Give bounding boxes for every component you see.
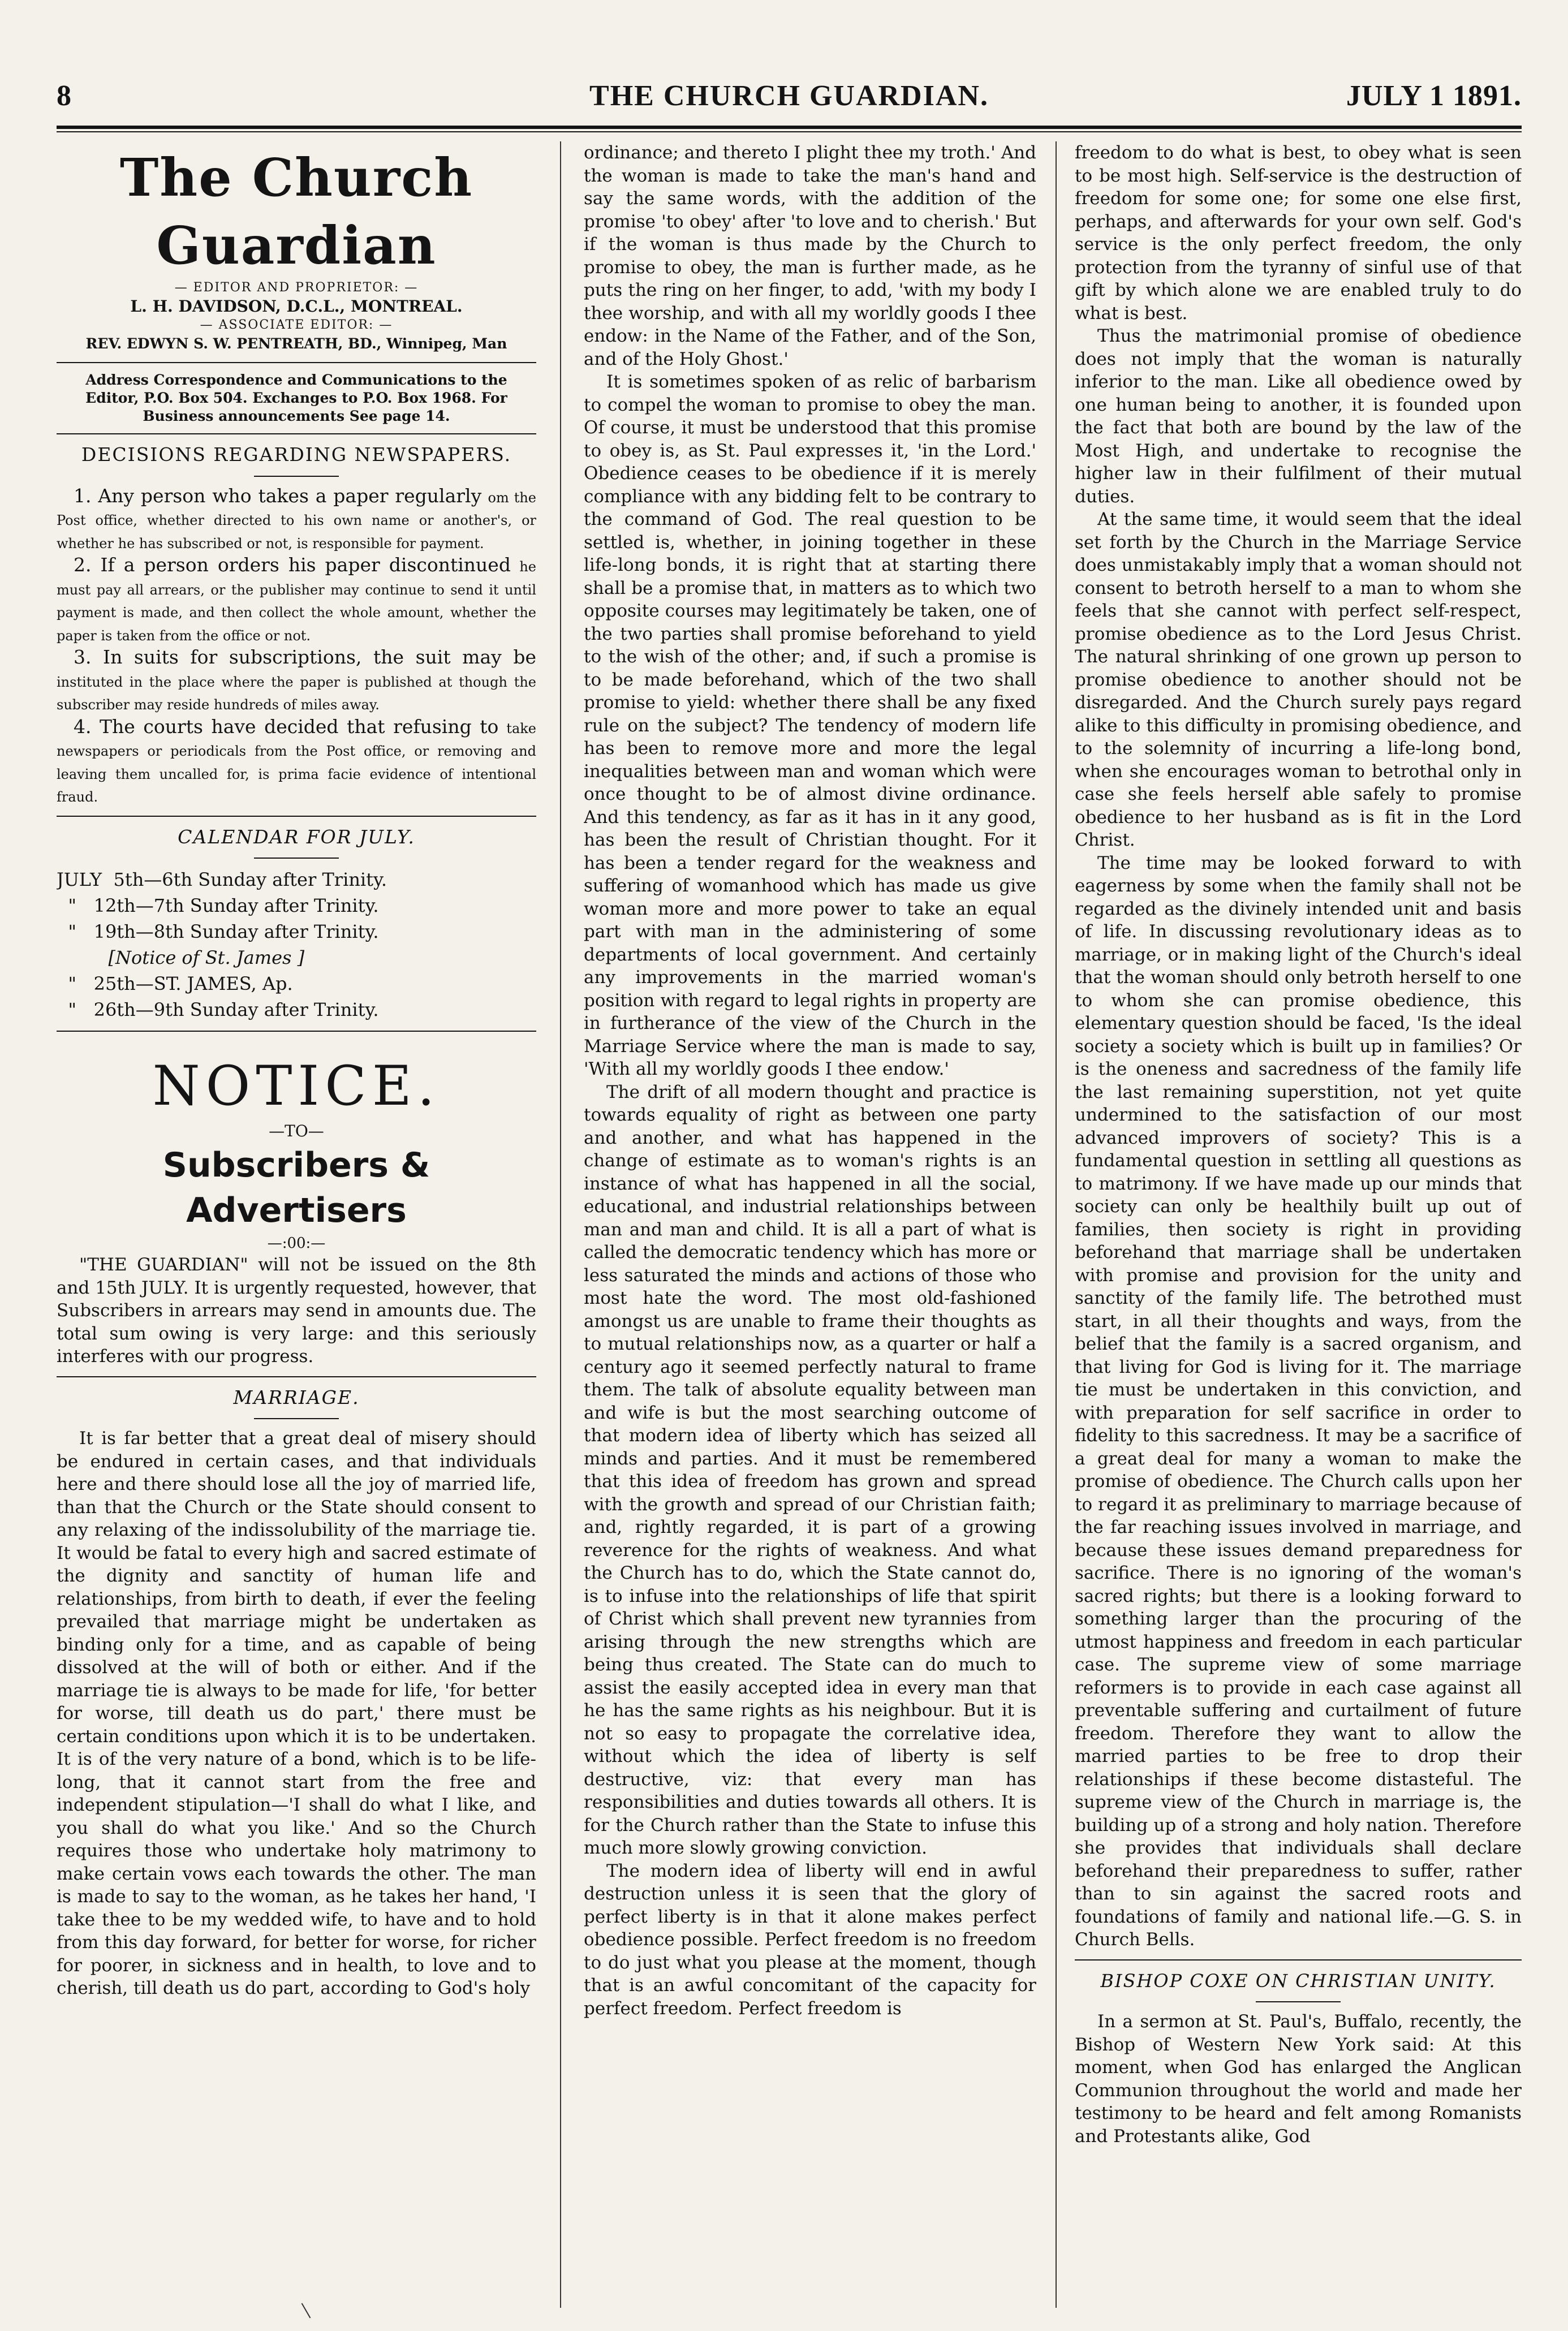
article-paragraph: It is sometimes spoken of as relic of barbarism to compel the woman to promise to obey the man. Of course, it must be understood that this promise to obey is, as St. Paul expresses it, 'in the Lord.' Obedience ceases to be obedience if it is merely compliance with any bidding felt to be contrary to the command of God. The real question to be settled is, whether, in joining together in these life-long bonds, it is right that at starting there shall be a promise that, in matters as to which two opposite courses may legitimately be taken, one of the two parties shall promise beforehand to yield to the wish of the other; and, if such a promise is to be made beforehand, which of the two shall promise to yield: whether there shall be any fixed rule on the subject? The tendency of modern life has been to remove more and more the legal inequalities between man and woman which were once thought to be of almost divine ordinance. And this tendency, as far as it has in it any good, has been the result of Christian thought. For it has been a tender regard for the weakness and suffering of womanhood which has made us give woman more and more power to take an equal part with man in the administering of some departments of local government. And certainly any improvements in the married woman's position with regard to legal rights in property are in furtherance of the view of the Church in the Marriage Service where the man is made to say, 'With all my worldly goods I thee endow.' [584, 372, 1036, 1079]
associate-editor-label: — ASSOCIATE EDITOR: — [200, 318, 393, 332]
masthead-title: The Church Guardian [119, 147, 473, 276]
decisions-list [57, 485, 536, 808]
calendar-row: " 12th—7th Sunday after Trinity. [57, 895, 379, 916]
page-header [57, 79, 1522, 119]
article-paragraph: The time may be looked forward to with eagerness by some when the family shall not be regarded as the divinely intended unit and basis of life. In discussing revolutionary ideas as to marriage, or in making light of the Church's ideal that the woman should only betroth herself to one to whom she can promise obedience, this elementary question should be faced, 'Is the ideal society a society which is built up in families? Or is the oneness and sacredness of the family life the last remaining superstition, not yet quite undermined to the satisfaction of our most advanced improvers of society? This is a fundamental question in settling all questions as to matrimony. If we have made up our minds that society can only be healthily built up out of families, then society is right in providing beforehand that marriage shall be undertaken with promise and provision for the unity and sanctity of the family life. The betrothed must start, in all their thoughts and ways, from the belief that the family is a sacred organism, and that living for God is living for it. The marriage tie must be undertaken in this conviction, and with preparation for self sacrifice in order to fidelity to this sacredness. It may be a sacrifice of a great deal for many a woman to make the promise of obedience. The Church calls upon her to regard it as preliminary to marriage because of the far reaching issues involved in marriage, and because these issues demand preparedness for sacrifice. There is no ignoring of the woman's sacred rights; but there is a looking forward to something larger than the procuring of the utmost happiness and freedom in each particular case. The supreme view of some marriage reformers is to provide in each case against all preventable suffering and curtailment of future freedom. Therefore they want to allow the married parties to be free to drop their relationships if these become distasteful. The supreme view of the Church in marriage is, the building up of a strong and holy nation. Therefore she provides that individuals shall declare beforehand their preparedness to suffer, rather than to sin against the sacred roots and foundations of family and national life.—G. S. in Church Bells. [1075, 852, 1522, 1950]
decision-text: instituted in the place where the paper is published at though the subscriber may reside hundreds of miles away. [57, 674, 536, 713]
divider [57, 1031, 536, 1032]
decision-lead: 3. In suits for subscriptions, the suit may be [74, 646, 536, 668]
calendar-heading: CALENDAR FOR JULY. [178, 825, 415, 848]
divider [57, 362, 536, 363]
article-paragraph: In a sermon at St. Paul's, Buffalo, recently, the Bishop of Western New York said: At this moment, when God has enlarged the Anglican Communion throughout the world and made her testimony to be heard and felt among Romanists and Protestants alike, God [1075, 2011, 1522, 2147]
column-2 [584, 141, 1036, 2308]
column-3 [1075, 141, 1522, 2308]
calendar-row: " 25th—ST. JAMES, Ap. [57, 973, 293, 994]
divider [254, 476, 339, 477]
calendar-row: JULY 5th—6th Sunday after Trinity. [57, 869, 387, 890]
running-title: THE CHURCH GUARDIAN. [589, 80, 989, 112]
divider [254, 858, 339, 859]
article-paragraph: freedom to do what is best, to obey what is seen to be most high. Self-service is the destruction of freedom for some one; for some one else first, perhaps, and afterwards for your own self. God's service is the only perfect freedom, the only protection from the tyranny of sinful use of that gift by which alone we are enabled truly to do what is best. [1075, 143, 1522, 324]
decision-lead: 1. Any person who takes a paper regularly [74, 484, 482, 507]
decision-text: take newspapers or periodicals from the Post office, or removing and leaving them uncalled for, is prima facie evidence of intentional fraud. [57, 720, 536, 805]
decision-text: om the Post office, whether directed to his own name or another's, or whether he has subscribed or not, is responsible for payment. [57, 489, 536, 551]
decision-text: he must pay all arrears, or the publisher may continue to send it until payment is made, and then collect the whole amount, whether the paper is taken from the office or not. [57, 559, 536, 644]
page-number: 8 [57, 80, 71, 112]
decisions-heading: DECISIONS REGARDING NEWSPAPERS. [81, 443, 512, 466]
article-paragraph: The modern idea of liberty will end in awful destruction unless it is seen that the glory of perfect liberty is in that it alone makes perfect obedience possible. Perfect freedom is no freedom to do just what you please at the moment, though that is an awful concomitant of the capacity for perfect freedom. Perfect freedom is [584, 1860, 1036, 2019]
notice-ornament: —:00:— [267, 1235, 326, 1252]
notice-body: "THE GUARDIAN" will not be issued on the 8th and 15th JULY. It is urgently requested, however, that Subscribers in arrears may send in amounts due. The total sum owing is very large: and this seriously interferes with our progress. [57, 1255, 536, 1367]
column-1 [57, 141, 536, 2308]
header-rule [57, 126, 1522, 129]
divider [57, 433, 536, 434]
article-paragraph: At the same time, it would seem that the ideal set forth by the Church in the Marriage Service does unmistakably imply that a woman should not consent to betroth herself to a man to whom she feels that she cannot with perfect self-respect, promise obedience as to the Lord Jesus Christ. The natural shrinking of one grown up person to promise obedience to another should not be disregarded. And the Church surely pays regard alike to this difficulty in promising obedience, and to the solemnity of incurring a life-long bond, when she encourages woman to betrothal only in case she feels herself able safely to promise obedience to her husband as is fit in the Lord Christ. [1075, 509, 1522, 850]
decision-lead: 4. The courts have decided that refusing to [74, 715, 499, 738]
editor-label: — EDITOR AND PROPRIETOR: — [174, 281, 419, 295]
article-paragraph: ordinance; and thereto I plight thee my troth.' And the woman is made to take the man's hand and say the same words, with the addition of the promise 'to obey' after 'to love and to cherish.' But if the woman is thus made by the Church to promise to obey, the man is further made, as he puts the ring on her finger, to add, 'with my body I thee worship, and with all my worldly goods I thee endow: in the Name of the Father, and of the Son, and of the Holy Ghost.' [584, 143, 1036, 369]
header-rule-thin [57, 131, 1522, 132]
notice-title: NOTICE. [152, 1054, 441, 1118]
calendar-list [57, 867, 536, 1023]
notice-to: —TO— [269, 1122, 324, 1140]
associate-editor-name: REV. EDWYN S. W. PENTREATH, BD., Winnipeg, Man [85, 335, 507, 352]
calendar-row: " 26th—9th Sunday after Trinity. [57, 999, 379, 1020]
address-notice: Address Correspondence and Communications to the Editor, P.O. Box 504. Exchanges to P.O. Box 1968. For Business announcements See page 14. [85, 372, 507, 424]
divider [57, 816, 536, 817]
article-paragraph: Thus the matrimonial promise of obedience does not imply that the woman is naturally inferior to the man. Like all obedience owed by one human being to another, it is founded upon the fact that both are bound by the law of the Most High, and undertake to recognise the higher law in their fulfilment of their mutual duties. [1075, 326, 1522, 507]
divider [57, 1376, 536, 1377]
issue-date: JULY 1 1891. [1346, 80, 1522, 112]
editor-name: L. H. DAVIDSON, D.C.L., MONTREAL. [130, 297, 463, 316]
article-paragraph: It is far better that a great deal of misery should be endured in certain cases, and that individuals here and there should lose all the joy of married life, than that the Church or the State should consent to any relaxing of the indissolubility of the marriage tie. It would be fatal to every high and sacred estimate of the dignity and sanctity of human life and relationships, from birth to death, if ever the feeling prevailed that marriage might be undertaken as binding only for a time, and as capable of being dissolved at the will of both or either. And if the marriage tie is always to be made for life, 'for better for worse, till death us do part,' there must be certain conditions upon which it is to be undertaken. It is of the very nature of a bond, which is to be life-long, that it cannot start from the free and independent stipulation—'I shall do what I like, and you shall do what you like.' And so the Church requires those who undertake holy matrimony to make certain vows each towards the other. The man is made to say to the woman, as he takes her hand, 'I take thee to be my wedded wife, to have and to hold from this day forward, for better for worse, for richer for poorer, in sickness and in health, to love and to cherish, till death us do part, according to God's holy [57, 1428, 536, 1998]
notice-subtitle: Subscribers & Advertisers [162, 1145, 430, 1230]
divider [1256, 2001, 1341, 2002]
bishop-heading: BISHOP COXE ON CHRISTIAN UNITY. [1100, 1970, 1496, 1992]
marriage-heading: MARRIAGE. [233, 1386, 360, 1408]
divider [254, 1418, 339, 1419]
column-divider [560, 141, 561, 2308]
calendar-row: " 19th—8th Sunday after Trinity. [57, 921, 379, 942]
calendar-row: [Notice of St. James ] [57, 947, 305, 968]
article-paragraph: The drift of all modern thought and practice is towards equality of right as between one party and another, and what has happened in the change of estimate as to woman's rights is an instance of what has happened in all the social, educational, and industrial relationships between man and man and child. It is all a part of what is called the democratic tendency which has more or less saturated the minds and actions of those who most hate the word. The most old-fashioned amongst us are unable to frame their thoughts as to mutual relationships now, as a quarter or half a century ago it seemed perfectly natural to frame them. The talk of absolute equality between man and wife is but the most searching outcome of that modern idea of liberty which has seized all minds and parties. And it must be remembered that this idea of freedom has grown and spread with the growth and spread of our Christian faith; and, rightly regarded, it is part of a growing reverence for the rights of weakness. And what the Church has to do, which the State cannot do, is to infuse into the relationships of life that spirit of Christ which shall prevent new tyrannies from arising through the new strengths which are being thus created. The State can do much to assist the easily accepted idea in every man that he has the same rights as his neighbour. But it is not so easy to propagate the correlative idea, without which the idea of liberty is self destructive, viz: that every man has responsibilities and duties towards all others. It is for the Church rather than the State to infuse this much more slowly growing conviction. [584, 1082, 1036, 1858]
column-divider [1056, 141, 1057, 2308]
decision-lead: 2. If a person orders his paper discontinued [74, 554, 511, 576]
divider [1075, 1959, 1522, 1961]
